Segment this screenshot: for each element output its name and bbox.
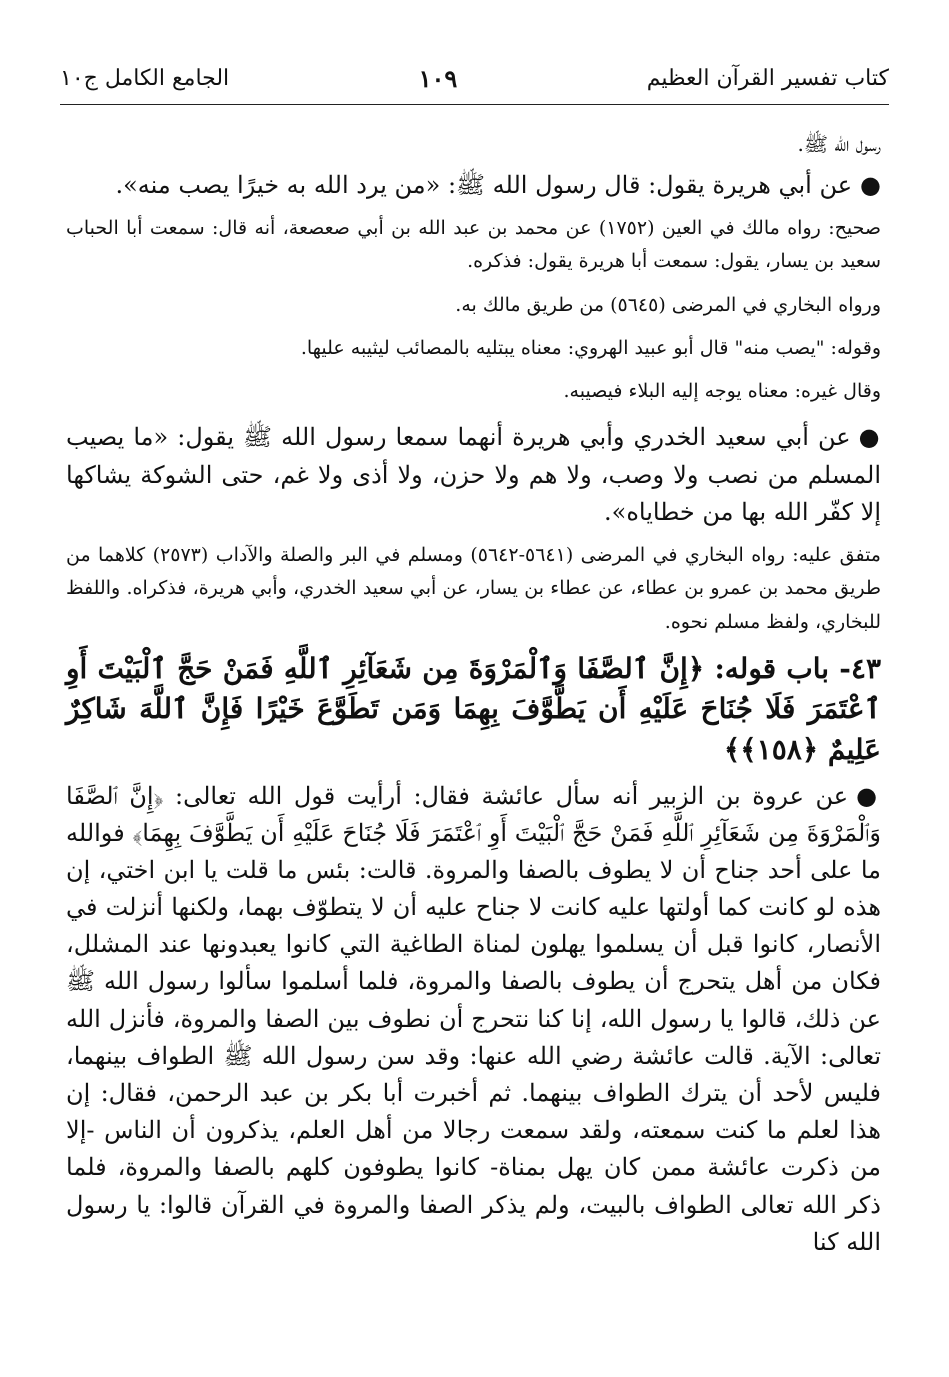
bullet-icon: ●: [860, 170, 881, 199]
page-body: [66, 128, 881, 1269]
hadith-3-text: عن عروة بن الزبير أنه سأل عائشة فقال: أرأيت قول الله تعالى: ﴿إِنَّ ٱلصَّفَا وَٱلْمَرْوَةَ مِن شَعَآئِرِ ٱللَّهِ فَمَنْ حَجَّ ٱلْبَيْتَ أَوِ ٱعْتَمَرَ فَلَا جُنَاحَ عَلَيْهِ أَن يَطَّوَّفَ بِهِمَا﴾ فوالله ما على أحد جناح أن لا يطوف بالصفا والمروة. قالت: بئس ما قلت يا ابن اختي، إن هذه لو كانت كما أولتها عليه كانت لا جناح عليه أن لا يتطوّف بهما، ولكنها أنزلت في الأنصار، كانوا قبل أن يسلموا يهلون لمناة الطاغية التي كانوا يعبدونها عند المشلل، فكان من أهل يتحرج أن يطوف بالصفا والمروة، فلما أسلموا سألوا رسول الله ﷺ عن ذلك، قالوا يا رسول الله، إنا كنا نتحرج أن نطوف بين الصفا والمروة، فأنزل الله تعالى: الآية. قالت عائشة رضي الله عنها: وقد سن رسول الله ﷺ الطواف بينهما، فليس لأحد أن يترك الطواف بينهما. ثم أخبرت أبا بكر بن عبد الرحمن، فقال: إن هذا لعلم ما كنت سمعته، ولقد سمعت رجالا من أهل العلم، يذكرون أن الناس -إلا من ذكرت عائشة ممن كان يهل بمناة- كانوا يطوفون كلهم بالصفا والمروة، فلما ذكر الله تعالى الطواف بالبيت، ولم يذكر الصفا والمروة في القرآن قالوا: يا رسول الله كنا: [66, 781, 882, 1256]
hadith-2: [66, 418, 881, 531]
hadith-2-text: عن أبي سعيد الخدري وأبي هريرة أنهما سمعا رسول الله ﷺ يقول: «ما يصيب المسلم من نصب ولا وصب، ولا هم ولا حزن، ولا أذى ولا غم، حتى الشوكة يشاكها إلا كفّر الله بها من خطاياه».: [66, 423, 881, 526]
hadith-1: [66, 166, 881, 204]
bullet-icon: ●: [858, 422, 881, 452]
bullet-icon: ●: [856, 780, 881, 810]
chapter-label: ٤٣- باب قوله:: [714, 651, 882, 685]
hadith-1-text: عن أبي هريرة يقول: قال رسول الله ﷺ: «من يرد الله به خيرًا يصب منه».: [115, 171, 853, 199]
hadith-3: [66, 777, 881, 1261]
header-volume-title: الجامع الكامل ج١٠: [60, 65, 230, 91]
takhrij-3: وقوله: "يصب منه" قال أبو عبيد الهروي: معناه يبتليه بالمصائب ليثيبه عليها.: [300, 336, 881, 359]
takhrij-1: صحيح: رواه مالك في العين (١٧٥٢) عن محمد بن عبد الله بن أبي صعصعة، أنه قال: سمعت أبا الحباب سعيد بن يسار، يقول: سمعت أبا هريرة يقول: فذكره.: [66, 217, 881, 273]
page-number: ١٠٩: [418, 63, 458, 93]
takhrij-4: وقال غيره: معناه يوجه إليه البلاء فيصيبه.: [563, 380, 881, 403]
page-header: [60, 52, 889, 105]
continuation-line: رسول الله ﷺ.: [797, 132, 881, 156]
chapter-verse: ﴿إِنَّ ٱلصَّفَا وَٱلْمَرْوَةَ مِن شَعَآئِرِ ٱللَّهِ فَمَنْ حَجَّ ٱلْبَيْتَ أَوِ ٱعْتَمَرَ فَلَا جُنَاحَ عَلَيْهِ أَن يَطَّوَّفَ بِهِمَا وَمَن تَطَوَّعَ خَيْرًا فَإِنَّ ٱللَّهَ شَاكِرٌ عَلِيمٌ ﴿١٥٨﴾﴾: [66, 651, 881, 766]
takhrij-2: ورواه البخاري في المرضى (٥٦٤٥) من طريق مالك به.: [455, 293, 881, 316]
takhrij-5: متفق عليه: رواه البخاري في المرضى (٥٦٤١-٥٦٤٢) ومسلم في البر والصلة والآداب (٢٥٧٣) كلاهما من طريق محمد بن عمرو بن عطاء، عن عطاء بن يسار، عن أبي سعيد الخدري، وأبي هريرة، فذكراه. واللفظ للبخاري، ولفظ مسلم نحوه.: [66, 544, 882, 633]
header-book-title: كتاب تفسير القرآن العظيم: [646, 65, 889, 91]
chapter-heading: [66, 649, 881, 771]
